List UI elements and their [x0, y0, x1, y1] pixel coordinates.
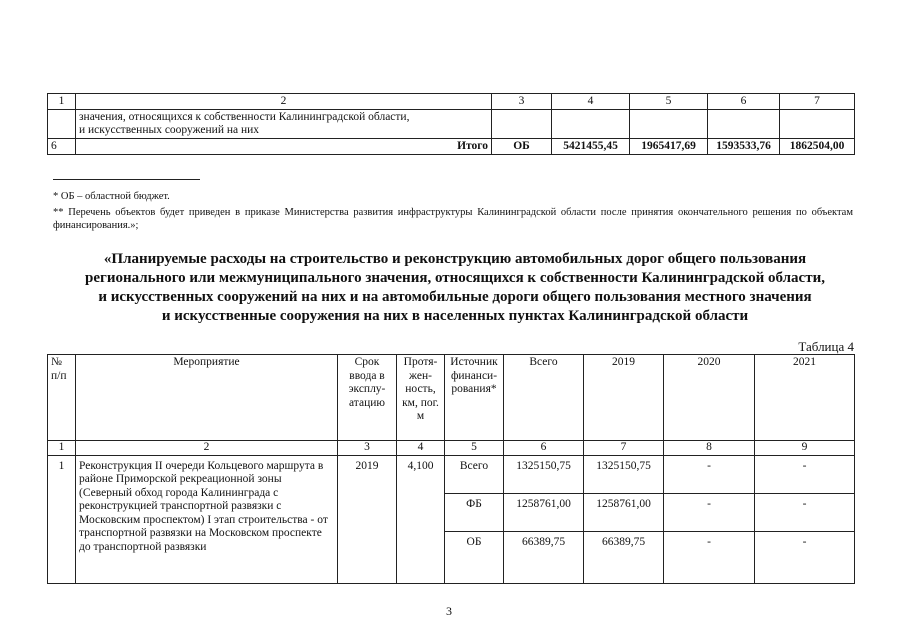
continued-text-line: значения, относящихся к собственности Калининградской области,	[79, 111, 410, 123]
column-number-row	[48, 441, 855, 456]
col-number: 2	[76, 441, 338, 456]
col-number: 5	[445, 441, 504, 456]
header-event: Мероприятие	[76, 355, 338, 441]
col-number: 1	[48, 441, 76, 456]
header-deadline: Срок ввода в эксплу-атацию	[338, 355, 397, 441]
row-number: 6	[48, 139, 76, 155]
col-number: 7	[584, 441, 664, 456]
title-line: регионального или межмуниципального значения, относящихся к собственности Калининградской области,	[85, 270, 825, 286]
continued-text-line: и искусственных сооружений на них	[79, 124, 260, 136]
title-line: и искусственных сооружений на них и на автомобильные дороги общего пользования местного значения	[98, 289, 812, 305]
table-row	[48, 110, 855, 139]
header-2019: 2019	[584, 355, 664, 441]
col-5: 5	[630, 94, 708, 110]
header-total: Всего	[504, 355, 584, 441]
funding-2019: 1325150,75	[584, 455, 664, 493]
col-1: 1	[48, 94, 76, 110]
funding-source: ФБ	[445, 493, 504, 531]
header-length: Протя-жен-ность, км, пог. м	[397, 355, 445, 441]
funding-total: 1258761,00	[504, 493, 584, 531]
funding-2019: 66389,75	[584, 531, 664, 583]
col-number: 6	[504, 441, 584, 456]
footnote-1: * ОБ – областной бюджет.	[53, 191, 170, 202]
header-2021: 2021	[755, 355, 855, 441]
funding-source: Всего	[445, 455, 504, 493]
funding-2021: -	[755, 531, 855, 583]
footnote-divider	[53, 179, 200, 180]
event-description: Реконструкция II очереди Кольцевого маршрута в районе Приморской рекреационной зоны (Северный обход города Калининграда с реконструкцией транспортной развязки с Московским проспектом) I этап строительства - от транспортной развязки на Московском проспекте до транспортной развязки	[76, 455, 338, 583]
funding-2020: -	[664, 531, 755, 583]
section-title	[40, 250, 870, 326]
continued-text	[76, 110, 492, 139]
total-value: 1965417,69	[630, 139, 708, 155]
total-row	[48, 139, 855, 155]
expenses-table	[47, 354, 855, 584]
header-2020: 2020	[664, 355, 755, 441]
funding-2020: -	[664, 493, 755, 531]
total-label: Итого	[76, 139, 492, 155]
col-3: 3	[492, 94, 552, 110]
title-line: «Планируемые расходы на строительство и реконструкцию автомобильных дорог общего пользования	[103, 251, 807, 267]
continuation-table	[47, 93, 855, 155]
funding-total: 1325150,75	[504, 455, 584, 493]
col-number: 8	[664, 441, 755, 456]
col-number: 9	[755, 441, 855, 456]
col-number: 4	[397, 441, 445, 456]
length-value: 4,100	[397, 455, 445, 583]
row-number: 1	[48, 455, 76, 583]
deadline-value: 2019	[338, 455, 397, 583]
funding-total: 66389,75	[504, 531, 584, 583]
total-source: ОБ	[492, 139, 552, 155]
table-header-row	[48, 355, 855, 441]
col-7: 7	[780, 94, 855, 110]
title-line: и искусственные сооружения на них в населенных пунктах Калининградской области	[161, 308, 749, 324]
funding-2020: -	[664, 455, 755, 493]
col-6: 6	[708, 94, 780, 110]
col-4: 4	[552, 94, 630, 110]
header-num: № п/п	[48, 355, 76, 441]
funding-2019: 1258761,00	[584, 493, 664, 531]
page-number: 3	[446, 604, 452, 618]
funding-source: ОБ	[445, 531, 504, 583]
footnote-2: ** Перечень объектов будет приведен в приказе Министерства развития инфраструктуры Калининградской области после принятия окончательного решения по объектам финансирования.»;	[53, 207, 853, 231]
total-value: 1593533,76	[708, 139, 780, 155]
funding-2021: -	[755, 493, 855, 531]
total-value: 1862504,00	[780, 139, 855, 155]
col-number: 3	[338, 441, 397, 456]
total-value: 5421455,45	[552, 139, 630, 155]
table-row	[48, 455, 855, 493]
col-2: 2	[76, 94, 492, 110]
table-caption: Таблица 4	[798, 339, 854, 354]
header-source: Источник финанси-рования*	[445, 355, 504, 441]
funding-2021: -	[755, 455, 855, 493]
table-header-row	[48, 94, 855, 110]
